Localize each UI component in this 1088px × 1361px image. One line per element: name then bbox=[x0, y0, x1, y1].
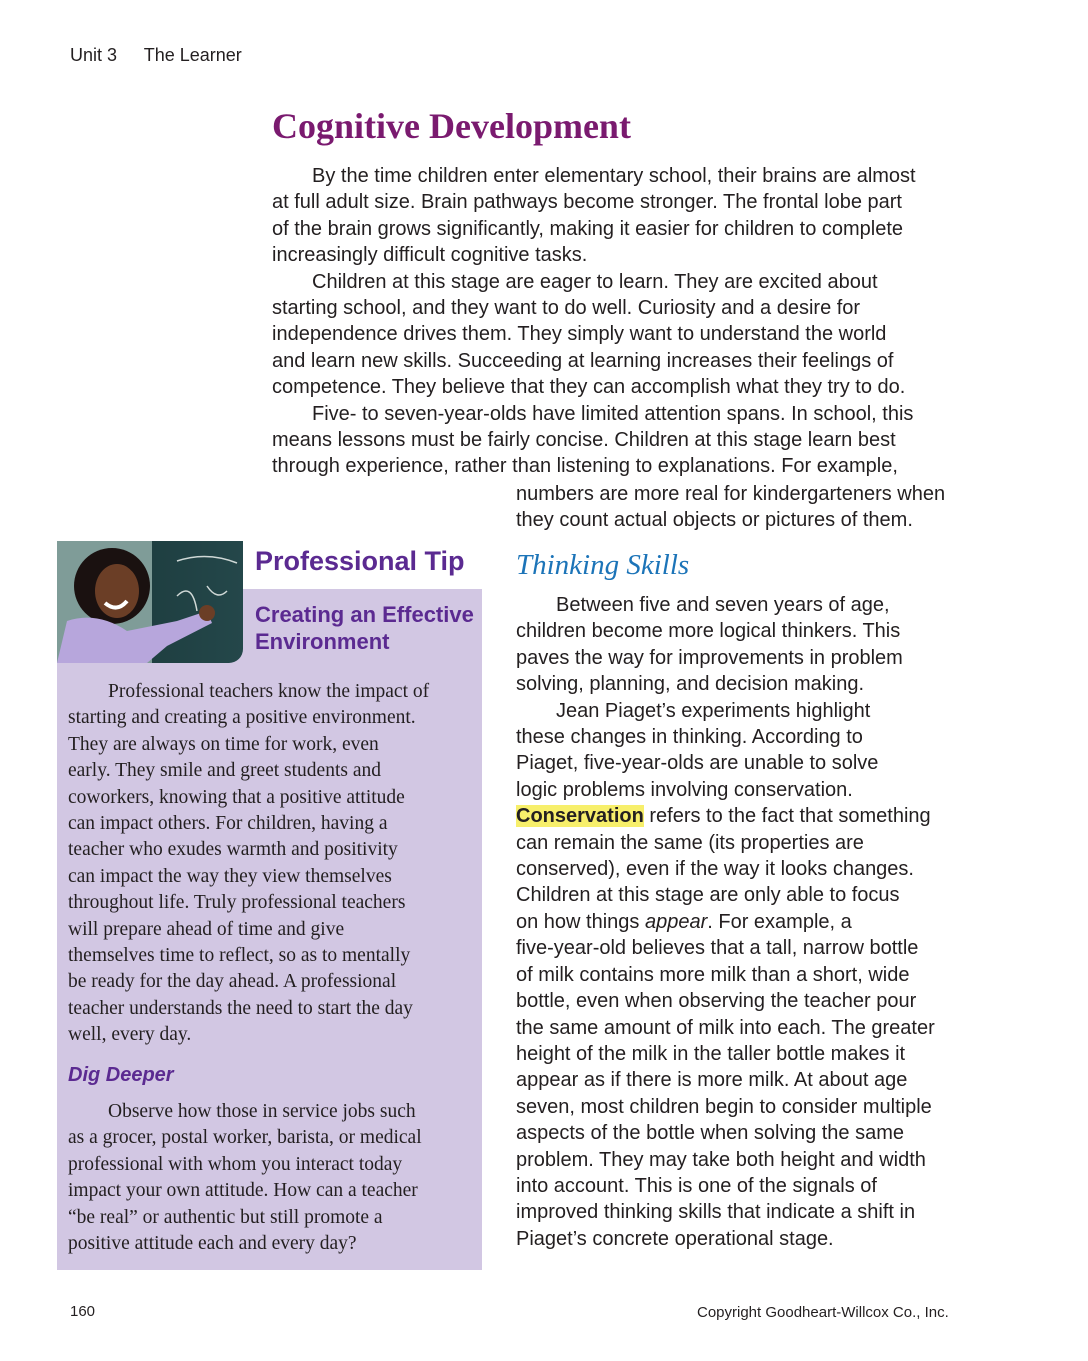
text-line: improved thinking skills that indicate a shift in bbox=[516, 1201, 916, 1224]
text-line: through experience, rather than listening to explanations. For example, bbox=[272, 455, 898, 478]
line-text: refers to the fact that something bbox=[643, 805, 931, 828]
emphasis-appear: appear bbox=[644, 910, 708, 933]
text-line: Children at this stage are only able to focus bbox=[516, 884, 900, 907]
text-line: at full adult size. Brain pathways become stronger. The frontal lobe part bbox=[272, 191, 902, 214]
text-line: themselves time to reflect, so as to mentally bbox=[68, 945, 411, 967]
text-line: and learn new skills. Succeeding at learning increases their feelings of bbox=[272, 349, 894, 372]
teacher-photo bbox=[57, 541, 243, 663]
text-line: Children at this stage are eager to learn. They are excited about bbox=[312, 270, 878, 293]
dig-deeper-heading: Dig Deeper bbox=[68, 1064, 174, 1086]
intro-text bbox=[272, 163, 916, 480]
text-line: as a grocer, postal worker, barista, or medical bbox=[68, 1127, 422, 1149]
text-line: seven, most children begin to consider multiple bbox=[516, 1095, 932, 1118]
text-line: solving, planning, and decision making. bbox=[516, 673, 864, 696]
page-number: 160 bbox=[70, 1303, 96, 1320]
copyright: Copyright Goodheart-Willcox Co., Inc. bbox=[697, 1304, 949, 1321]
text-line: “be real” or authentic but still promote a bbox=[68, 1206, 383, 1228]
text-line: of the brain grows significantly, making it easier for children to complete bbox=[272, 217, 904, 240]
text-line: aspects of the bottle when solving the same bbox=[516, 1122, 905, 1145]
text-line: numbers are more real for kindergarteners when bbox=[516, 483, 946, 505]
text-line: can impact the way they view themselves bbox=[68, 865, 392, 887]
intro-text-continued bbox=[516, 481, 945, 534]
text-line: children become more logical thinkers. This bbox=[516, 620, 901, 643]
text-line: can impact others. For children, having a bbox=[68, 813, 388, 835]
text-line: Jean Piaget’s experiments highlight bbox=[556, 699, 871, 722]
text-line: Between five and seven years of age, bbox=[556, 594, 890, 616]
text-line: Piaget, five-year-olds are unable to solve bbox=[516, 752, 879, 775]
text-line: the same amount of milk into each. The greater bbox=[516, 1016, 935, 1039]
text-line: into account. This is one of the signals of bbox=[516, 1174, 877, 1197]
text-line: Piaget’s concrete operational stage. bbox=[516, 1227, 834, 1250]
text-line: be ready for the day ahead. A professional bbox=[68, 971, 397, 993]
text-line: Professional teachers know the impact of bbox=[108, 681, 430, 702]
text-line: They are always on time for work, even bbox=[68, 733, 379, 755]
text-line: Five- to seven-year-olds have limited attention spans. In school, this bbox=[312, 402, 914, 425]
professional-tip-title: Professional Tip bbox=[255, 546, 465, 576]
text-line: height of the milk in the taller bottle makes it bbox=[516, 1042, 906, 1065]
text-line: these changes in thinking. According to bbox=[516, 726, 863, 749]
text-line: bottle, even when observing the teacher pour bbox=[516, 990, 917, 1013]
text-line: throughout life. Truly professional teachers bbox=[68, 892, 406, 914]
text-line: means lessons must be fairly concise. Children at this stage learn best bbox=[272, 429, 896, 452]
professional-tip-body bbox=[68, 679, 429, 1049]
text-line: increasingly difficult cognitive tasks. bbox=[272, 244, 588, 267]
text-line: competence. They believe that they can accomplish what they try to do. bbox=[272, 376, 906, 399]
text-line: will prepare ahead of time and give bbox=[68, 918, 345, 940]
line-text: on how things bbox=[516, 910, 645, 933]
thinking-skills-text bbox=[516, 592, 935, 1252]
text-line: problem. They may take both height and width bbox=[516, 1148, 926, 1171]
unit-label: Unit 3 bbox=[70, 45, 118, 65]
text-line: appear as if there is more milk. At about age bbox=[516, 1069, 908, 1092]
text-line: logic problems involving conservation. bbox=[516, 778, 853, 801]
subtitle-line: Creating an Effective bbox=[255, 602, 474, 627]
unit-title: The Learner bbox=[143, 45, 242, 65]
conservation-line bbox=[516, 803, 935, 829]
text-line: early. They smile and greet students and bbox=[68, 760, 381, 782]
line-text: . For example, a bbox=[707, 910, 852, 933]
text-line: five-year-old believes that a tall, narrow bottle bbox=[516, 937, 919, 960]
text-line: positive attitude each and every day? bbox=[68, 1233, 357, 1255]
text-line: professional with whom you interact today bbox=[68, 1153, 403, 1175]
text-line: they count actual objects or pictures of them. bbox=[516, 509, 913, 532]
running-header bbox=[70, 45, 264, 66]
text-line: impact your own attitude. How can a teacher bbox=[68, 1180, 418, 1202]
text-line: starting and creating a positive environment. bbox=[68, 707, 416, 729]
text-line: can remain the same (its properties are bbox=[516, 831, 864, 854]
text-line: teacher understands the need to start the day bbox=[68, 997, 413, 1019]
key-term-conservation: Conservation bbox=[516, 805, 644, 828]
text-line: coworkers, knowing that a positive attitude bbox=[68, 786, 405, 808]
teacher-at-chalkboard-image bbox=[57, 541, 243, 663]
subtitle-line: Environment bbox=[255, 629, 390, 654]
text-line: By the time children enter elementary school, their brains are almost bbox=[312, 165, 916, 187]
text-line: starting school, and they want to do well. Curiosity and a desire for bbox=[272, 297, 861, 320]
text-line: independence drives them. They simply want to understand the world bbox=[272, 323, 887, 346]
text-line: conserved), even if the way it looks changes. bbox=[516, 858, 914, 881]
text-line: paves the way for improvements in problem bbox=[516, 646, 903, 669]
appear-line bbox=[516, 909, 935, 935]
page-title: Cognitive Development bbox=[272, 106, 631, 146]
text-line: well, every day. bbox=[68, 1024, 192, 1046]
text-line: teacher who exudes warmth and positivity bbox=[68, 839, 398, 861]
text-line: of milk contains more milk than a short, wide bbox=[516, 963, 910, 986]
thinking-skills-heading: Thinking Skills bbox=[516, 549, 690, 581]
professional-tip-subtitle bbox=[255, 601, 474, 655]
text-line: Observe how those in service jobs such bbox=[108, 1101, 416, 1122]
dig-deeper-body bbox=[68, 1099, 422, 1257]
